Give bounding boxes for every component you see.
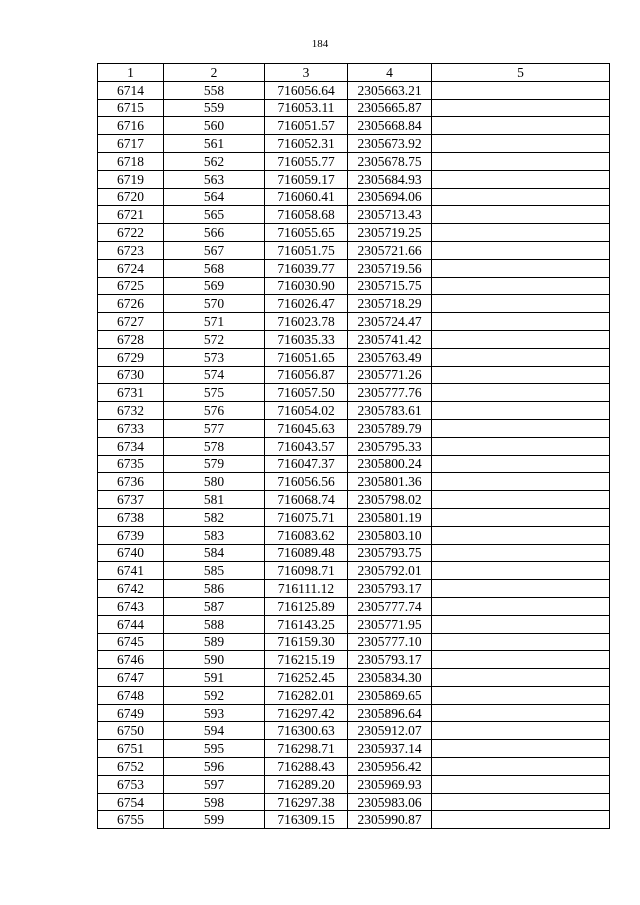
table-cell-col-3: 716215.19: [265, 651, 348, 669]
table-cell-col-4: 2305869.65: [348, 686, 432, 704]
table-cell-col-4: 2305793.75: [348, 544, 432, 562]
table-cell-col-5: [432, 722, 610, 740]
table-cell-col-4: 2305719.25: [348, 224, 432, 242]
table-cell-col-2: 581: [164, 491, 265, 509]
table-row: [98, 402, 610, 420]
table-cell-col-5: [432, 437, 610, 455]
table-row: [98, 597, 610, 615]
table-row: [98, 775, 610, 793]
table-cell-col-2: 571: [164, 313, 265, 331]
column-header-3: 3: [265, 64, 348, 82]
table-cell-col-4: 2305673.92: [348, 135, 432, 153]
table-cell-col-3: 716098.71: [265, 562, 348, 580]
table-cell-col-4: 2305956.42: [348, 758, 432, 776]
table-cell-col-2: 562: [164, 152, 265, 170]
table-cell-col-5: [432, 170, 610, 188]
table-cell-col-5: [432, 330, 610, 348]
table-cell-col-3: 716035.33: [265, 330, 348, 348]
table-cell-col-1: 6732: [98, 402, 164, 420]
table-cell-col-5: [432, 633, 610, 651]
table-cell-col-2: 572: [164, 330, 265, 348]
table-cell-col-3: 716030.90: [265, 277, 348, 295]
table-cell-col-1: 6729: [98, 348, 164, 366]
table-cell-col-2: 568: [164, 259, 265, 277]
table-cell-col-2: 596: [164, 758, 265, 776]
table-cell-col-5: [432, 562, 610, 580]
table-cell-col-2: 586: [164, 580, 265, 598]
table-cell-col-3: 716055.65: [265, 224, 348, 242]
table-header-row: [98, 64, 610, 82]
table-cell-col-2: 558: [164, 81, 265, 99]
table-cell-col-1: 6719: [98, 170, 164, 188]
table-row: [98, 170, 610, 188]
table-cell-col-2: 570: [164, 295, 265, 313]
table-cell-col-3: 716039.77: [265, 259, 348, 277]
table-cell-col-5: [432, 669, 610, 687]
table-cell-col-1: 6716: [98, 117, 164, 135]
table-cell-col-4: 2305803.10: [348, 526, 432, 544]
table-row: [98, 740, 610, 758]
table-row: [98, 508, 610, 526]
table-cell-col-2: 559: [164, 99, 265, 117]
table-cell-col-1: 6743: [98, 597, 164, 615]
table-cell-col-1: 6754: [98, 793, 164, 811]
table-cell-col-1: 6718: [98, 152, 164, 170]
table-cell-col-1: 6721: [98, 206, 164, 224]
table-cell-col-4: 2305783.61: [348, 402, 432, 420]
table-row: [98, 544, 610, 562]
table-cell-col-4: 2305777.76: [348, 384, 432, 402]
table-cell-col-3: 716057.50: [265, 384, 348, 402]
table-cell-col-2: 560: [164, 117, 265, 135]
table-cell-col-5: [432, 224, 610, 242]
table-cell-col-2: 575: [164, 384, 265, 402]
table-cell-col-1: 6717: [98, 135, 164, 153]
table-row: [98, 224, 610, 242]
table-cell-col-5: [432, 402, 610, 420]
table-cell-col-4: 2305800.24: [348, 455, 432, 473]
table-cell-col-1: 6724: [98, 259, 164, 277]
table-row: [98, 117, 610, 135]
table-row: [98, 313, 610, 331]
table-cell-col-3: 716054.02: [265, 402, 348, 420]
table-row: [98, 384, 610, 402]
table-cell-col-2: 594: [164, 722, 265, 740]
table-row: [98, 811, 610, 829]
table-cell-col-3: 716252.45: [265, 669, 348, 687]
table-cell-col-5: [432, 117, 610, 135]
table-cell-col-4: 2305771.26: [348, 366, 432, 384]
table-body: [98, 81, 610, 828]
table-row: [98, 330, 610, 348]
table-cell-col-2: 585: [164, 562, 265, 580]
table-row: [98, 580, 610, 598]
table-cell-col-4: 2305798.02: [348, 491, 432, 509]
table-row: [98, 704, 610, 722]
table-cell-col-3: 716159.30: [265, 633, 348, 651]
table-cell-col-4: 2305668.84: [348, 117, 432, 135]
table-cell-col-5: [432, 615, 610, 633]
table-cell-col-3: 716058.68: [265, 206, 348, 224]
table-cell-col-4: 2305724.47: [348, 313, 432, 331]
table-cell-col-1: 6735: [98, 455, 164, 473]
table-cell-col-4: 2305801.36: [348, 473, 432, 491]
coordinates-table: [97, 63, 610, 829]
table-cell-col-2: 574: [164, 366, 265, 384]
table-cell-col-2: 588: [164, 615, 265, 633]
table-row: [98, 437, 610, 455]
table-cell-col-2: 576: [164, 402, 265, 420]
table-row: [98, 366, 610, 384]
table-row: [98, 526, 610, 544]
table-cell-col-4: 2305721.66: [348, 241, 432, 259]
table-cell-col-3: 716143.25: [265, 615, 348, 633]
table-cell-col-3: 716053.11: [265, 99, 348, 117]
table-cell-col-3: 716023.78: [265, 313, 348, 331]
table-cell-col-5: [432, 508, 610, 526]
table-cell-col-3: 716075.71: [265, 508, 348, 526]
table-cell-col-2: 583: [164, 526, 265, 544]
table-cell-col-2: 561: [164, 135, 265, 153]
table-cell-col-4: 2305937.14: [348, 740, 432, 758]
table-cell-col-2: 591: [164, 669, 265, 687]
table-row: [98, 722, 610, 740]
table-row: [98, 562, 610, 580]
table-cell-col-5: [432, 544, 610, 562]
table-cell-col-2: 564: [164, 188, 265, 206]
column-header-1: 1: [98, 64, 164, 82]
table-row: [98, 135, 610, 153]
table-cell-col-2: 577: [164, 419, 265, 437]
table-cell-col-5: [432, 597, 610, 615]
table-cell-col-4: 2305718.29: [348, 295, 432, 313]
table-cell-col-2: 592: [164, 686, 265, 704]
table-cell-col-4: 2305777.74: [348, 597, 432, 615]
table-cell-col-3: 716056.56: [265, 473, 348, 491]
table-cell-col-2: 567: [164, 241, 265, 259]
table-cell-col-1: 6715: [98, 99, 164, 117]
table-row: [98, 99, 610, 117]
table-cell-col-5: [432, 526, 610, 544]
table-cell-col-2: 569: [164, 277, 265, 295]
table-cell-col-2: 580: [164, 473, 265, 491]
table-row: [98, 758, 610, 776]
table-cell-col-4: 2305694.06: [348, 188, 432, 206]
table-cell-col-2: 599: [164, 811, 265, 829]
table-cell-col-3: 716289.20: [265, 775, 348, 793]
table-cell-col-5: [432, 313, 610, 331]
table-cell-col-1: 6736: [98, 473, 164, 491]
table-row: [98, 188, 610, 206]
table-cell-col-3: 716026.47: [265, 295, 348, 313]
table-cell-col-2: 578: [164, 437, 265, 455]
table-cell-col-4: 2305990.87: [348, 811, 432, 829]
table-cell-col-5: [432, 241, 610, 259]
table-cell-col-5: [432, 384, 610, 402]
table-row: [98, 152, 610, 170]
table-cell-col-4: 2305771.95: [348, 615, 432, 633]
table-row: [98, 473, 610, 491]
table-cell-col-4: 2305795.33: [348, 437, 432, 455]
table-cell-col-5: [432, 419, 610, 437]
table-cell-col-3: 716083.62: [265, 526, 348, 544]
table-cell-col-1: 6747: [98, 669, 164, 687]
table-row: [98, 419, 610, 437]
table-row: [98, 651, 610, 669]
table-cell-col-1: 6744: [98, 615, 164, 633]
column-header-5: 5: [432, 64, 610, 82]
table-cell-col-5: [432, 188, 610, 206]
table-cell-col-5: [432, 491, 610, 509]
table-cell-col-5: [432, 99, 610, 117]
table-cell-col-3: 716282.01: [265, 686, 348, 704]
table-cell-col-1: 6742: [98, 580, 164, 598]
table-cell-col-4: 2305969.93: [348, 775, 432, 793]
table-cell-col-4: 2305665.87: [348, 99, 432, 117]
table-cell-col-5: [432, 277, 610, 295]
table-row: [98, 348, 610, 366]
table-cell-col-1: 6726: [98, 295, 164, 313]
table-row: [98, 277, 610, 295]
table-cell-col-4: 2305896.64: [348, 704, 432, 722]
table-cell-col-5: [432, 455, 610, 473]
table-cell-col-5: [432, 793, 610, 811]
table-cell-col-2: 589: [164, 633, 265, 651]
table-cell-col-3: 716056.64: [265, 81, 348, 99]
table-cell-col-3: 716059.17: [265, 170, 348, 188]
table-cell-col-4: 2305792.01: [348, 562, 432, 580]
table-cell-col-2: 595: [164, 740, 265, 758]
table-cell-col-3: 716047.37: [265, 455, 348, 473]
table-cell-col-2: 587: [164, 597, 265, 615]
table-cell-col-2: 566: [164, 224, 265, 242]
table-cell-col-1: 6752: [98, 758, 164, 776]
table-cell-col-3: 716051.57: [265, 117, 348, 135]
table-cell-col-4: 2305801.19: [348, 508, 432, 526]
table-cell-col-4: 2305793.17: [348, 580, 432, 598]
table-cell-col-4: 2305793.17: [348, 651, 432, 669]
table-cell-col-4: 2305719.56: [348, 259, 432, 277]
table-cell-col-1: 6738: [98, 508, 164, 526]
table-cell-col-5: [432, 366, 610, 384]
table-cell-col-3: 716089.48: [265, 544, 348, 562]
table-cell-col-4: 2305834.30: [348, 669, 432, 687]
table-cell-col-5: [432, 811, 610, 829]
table-row: [98, 206, 610, 224]
table-cell-col-3: 716309.15: [265, 811, 348, 829]
table-cell-col-2: 584: [164, 544, 265, 562]
table-cell-col-3: 716068.74: [265, 491, 348, 509]
table-cell-col-3: 716043.57: [265, 437, 348, 455]
table-cell-col-4: 2305715.75: [348, 277, 432, 295]
table-row: [98, 259, 610, 277]
table-cell-col-3: 716051.75: [265, 241, 348, 259]
table-cell-col-5: [432, 704, 610, 722]
table-row: [98, 295, 610, 313]
table-cell-col-5: [432, 81, 610, 99]
table-row: [98, 633, 610, 651]
table-cell-col-3: 716298.71: [265, 740, 348, 758]
table-cell-col-5: [432, 206, 610, 224]
table-cell-col-1: 6731: [98, 384, 164, 402]
table-cell-col-2: 598: [164, 793, 265, 811]
table-cell-col-5: [432, 473, 610, 491]
table-cell-col-5: [432, 686, 610, 704]
table-cell-col-2: 573: [164, 348, 265, 366]
table-cell-col-5: [432, 259, 610, 277]
column-header-2: 2: [164, 64, 265, 82]
table-cell-col-1: 6720: [98, 188, 164, 206]
table-cell-col-2: 563: [164, 170, 265, 188]
table-cell-col-2: 579: [164, 455, 265, 473]
table-cell-col-3: 716055.77: [265, 152, 348, 170]
table-cell-col-4: 2305741.42: [348, 330, 432, 348]
table-cell-col-1: 6723: [98, 241, 164, 259]
table-cell-col-3: 716300.63: [265, 722, 348, 740]
table-cell-col-3: 716045.63: [265, 419, 348, 437]
table-cell-col-3: 716111.12: [265, 580, 348, 598]
table-cell-col-2: 582: [164, 508, 265, 526]
table-row: [98, 686, 610, 704]
table-cell-col-5: [432, 651, 610, 669]
table-cell-col-3: 716125.89: [265, 597, 348, 615]
table-cell-col-3: 716288.43: [265, 758, 348, 776]
table-cell-col-4: 2305663.21: [348, 81, 432, 99]
table-cell-col-1: 6755: [98, 811, 164, 829]
table-cell-col-5: [432, 135, 610, 153]
table-cell-col-5: [432, 580, 610, 598]
table-cell-col-1: 6728: [98, 330, 164, 348]
table-cell-col-1: 6753: [98, 775, 164, 793]
table-cell-col-4: 2305678.75: [348, 152, 432, 170]
table-cell-col-4: 2305763.49: [348, 348, 432, 366]
table-cell-col-1: 6722: [98, 224, 164, 242]
table-row: [98, 455, 610, 473]
table-row: [98, 491, 610, 509]
table-cell-col-3: 716056.87: [265, 366, 348, 384]
table-row: [98, 669, 610, 687]
table-row: [98, 241, 610, 259]
table-cell-col-3: 716297.42: [265, 704, 348, 722]
table-cell-col-5: [432, 348, 610, 366]
table-cell-col-1: 6745: [98, 633, 164, 651]
table-cell-col-3: 716052.31: [265, 135, 348, 153]
table-cell-col-1: 6739: [98, 526, 164, 544]
table-cell-col-5: [432, 152, 610, 170]
table-cell-col-1: 6746: [98, 651, 164, 669]
table-cell-col-1: 6748: [98, 686, 164, 704]
page-number: 184: [311, 38, 329, 50]
table-cell-col-5: [432, 758, 610, 776]
table-cell-col-2: 565: [164, 206, 265, 224]
table-cell-col-1: 6730: [98, 366, 164, 384]
table-cell-col-4: 2305777.10: [348, 633, 432, 651]
table-cell-col-5: [432, 295, 610, 313]
table-cell-col-1: 6714: [98, 81, 164, 99]
table-row: [98, 81, 610, 99]
table-cell-col-1: 6749: [98, 704, 164, 722]
table-cell-col-1: 6725: [98, 277, 164, 295]
table-cell-col-1: 6751: [98, 740, 164, 758]
table-cell-col-4: 2305684.93: [348, 170, 432, 188]
table-cell-col-3: 716297.38: [265, 793, 348, 811]
table-row: [98, 615, 610, 633]
table-cell-col-2: 590: [164, 651, 265, 669]
table-cell-col-4: 2305983.06: [348, 793, 432, 811]
table-row: [98, 793, 610, 811]
table-cell-col-1: 6733: [98, 419, 164, 437]
table-cell-col-1: 6737: [98, 491, 164, 509]
table-cell-col-5: [432, 775, 610, 793]
table-cell-col-1: 6750: [98, 722, 164, 740]
table-cell-col-1: 6741: [98, 562, 164, 580]
column-header-4: 4: [348, 64, 432, 82]
table-cell-col-1: 6740: [98, 544, 164, 562]
table-cell-col-1: 6727: [98, 313, 164, 331]
table-cell-col-4: 2305789.79: [348, 419, 432, 437]
table-cell-col-2: 593: [164, 704, 265, 722]
table-cell-col-4: 2305912.07: [348, 722, 432, 740]
table-cell-col-3: 716060.41: [265, 188, 348, 206]
table-cell-col-2: 597: [164, 775, 265, 793]
table-cell-col-1: 6734: [98, 437, 164, 455]
table-cell-col-3: 716051.65: [265, 348, 348, 366]
table-cell-col-4: 2305713.43: [348, 206, 432, 224]
table-cell-col-5: [432, 740, 610, 758]
